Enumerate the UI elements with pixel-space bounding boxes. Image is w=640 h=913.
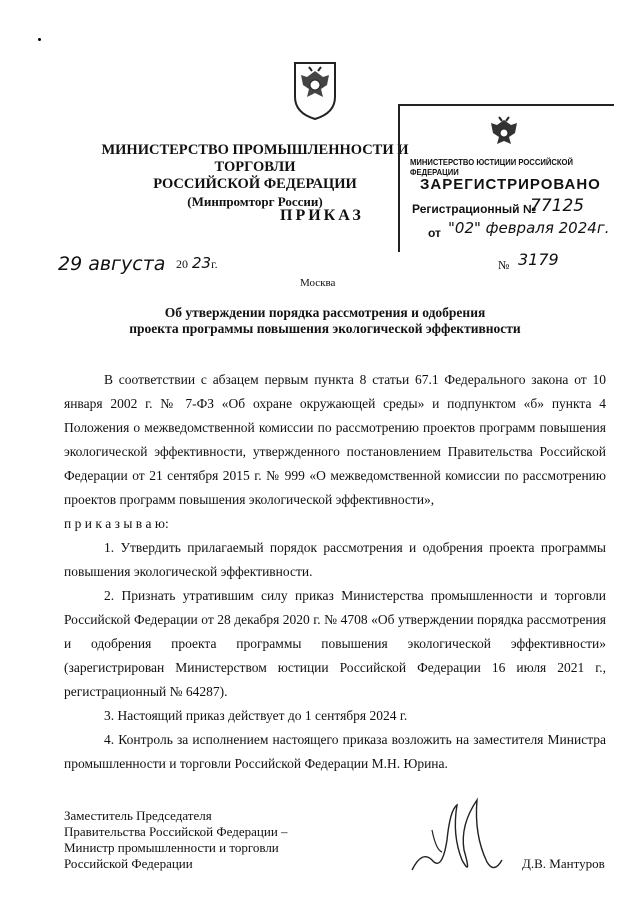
ministry-short-name: (Минпромторг России) (187, 194, 323, 209)
handwritten-signature-icon (402, 790, 512, 880)
order-city: Москва (300, 277, 336, 289)
order-directive: п р и к а з ы в а ю: (64, 516, 169, 531)
ministry-name-line2: РОССИЙСКОЙ ФЕДЕРАЦИИ (153, 176, 357, 192)
item-3-paragraph: 3. Настоящий приказ действует до 1 сентября 2024 г. (104, 708, 408, 723)
signer-line4: Российской Федерации (64, 856, 193, 871)
coat-of-arms-icon (289, 57, 341, 121)
stamp-reg-number-label: Регистрационный № (412, 202, 537, 216)
signer-line1: Заместитель Председателя (64, 808, 212, 823)
order-year-digits: 23 (192, 254, 212, 272)
signer-name: Д.В. Мантуров (522, 856, 605, 871)
ministry-name-line1: МИНИСТЕРСТВО ПРОМЫШЛЕННОСТИ И ТОРГОВЛИ (101, 142, 409, 175)
stamp-reg-number: 77125 (530, 196, 585, 216)
order-year-handwritten (192, 254, 218, 272)
order-date-handwritten: 29 августа (58, 253, 166, 275)
order-body (64, 368, 606, 776)
signer-position (64, 808, 288, 872)
stamp-registered: ЗАРЕГИСТРИРОВАНО (420, 176, 601, 193)
order-title (90, 305, 560, 337)
order-title-line2: проекта программы повышения экологической эффективности (129, 321, 521, 336)
preamble-text: В соответствии с абзацем первым пункта 8 статьи 67.1 Федерального закона от 10 января 2002 г. № 7-ФЗ «Об охране окружающей среды» и подпунктом «б» пункта 4 Положения о межведомственной комиссии по рассмотрению проектов программ повышения экологической эффективности, утвержденного постановлением Правительства Российской Федерации от 21 сентября 2015 г. № 999 «О межведомственной комиссии по рассмотрению проектов программ повышения экологической эффективности», (64, 372, 606, 507)
item-1-paragraph: 1. Утвердить прилагаемый порядок рассмотрения и одобрения проекта программы повышения экологической эффективности. (64, 540, 606, 579)
scan-speck (38, 38, 41, 41)
ministry-header (100, 142, 410, 210)
signer-line2: Правительства Российской Федерации – (64, 824, 288, 839)
item-2-paragraph: 2. Признать утратившим силу приказ Министерства промышленности и торговли Российской Федерации от 28 декабря 2020 г. № 4708 «Об утверждении порядка рассмотрения и одобрения проекта программы повышения экологической эффективности» (зарегистрирован Министерством юстиции Российской Федерации 16 июля 2021 г., регистрационный № 64287). (64, 588, 606, 699)
stamp-coat-of-arms-icon (484, 114, 524, 158)
order-year-prefix: 20 (176, 257, 188, 271)
order-title-line1: Об утверждении порядка рассмотрения и одобрения (164, 305, 486, 320)
order-number-handwritten: 3179 (518, 250, 559, 269)
document-type: ПРИКАЗ (280, 207, 364, 224)
stamp-organization: МИНИСТЕРСТВО ЮСТИЦИИ РОССИЙСКОЙ ФЕДЕРАЦИИ (410, 157, 573, 177)
order-year-suffix: г. (211, 257, 218, 271)
signer-line3: Министр промышленности и торговли (64, 840, 279, 855)
stamp-date-label: от (428, 226, 441, 240)
order-number-sign: № (498, 258, 510, 272)
stamp-date: "02" февраля 2024г. (448, 219, 610, 237)
item-4-paragraph: 4. Контроль за исполнением настоящего приказа возложить на заместителя Министра промышленности и торговли Российской Федерации М.Н. Юрина. (64, 732, 606, 771)
preamble-paragraph (64, 368, 606, 512)
